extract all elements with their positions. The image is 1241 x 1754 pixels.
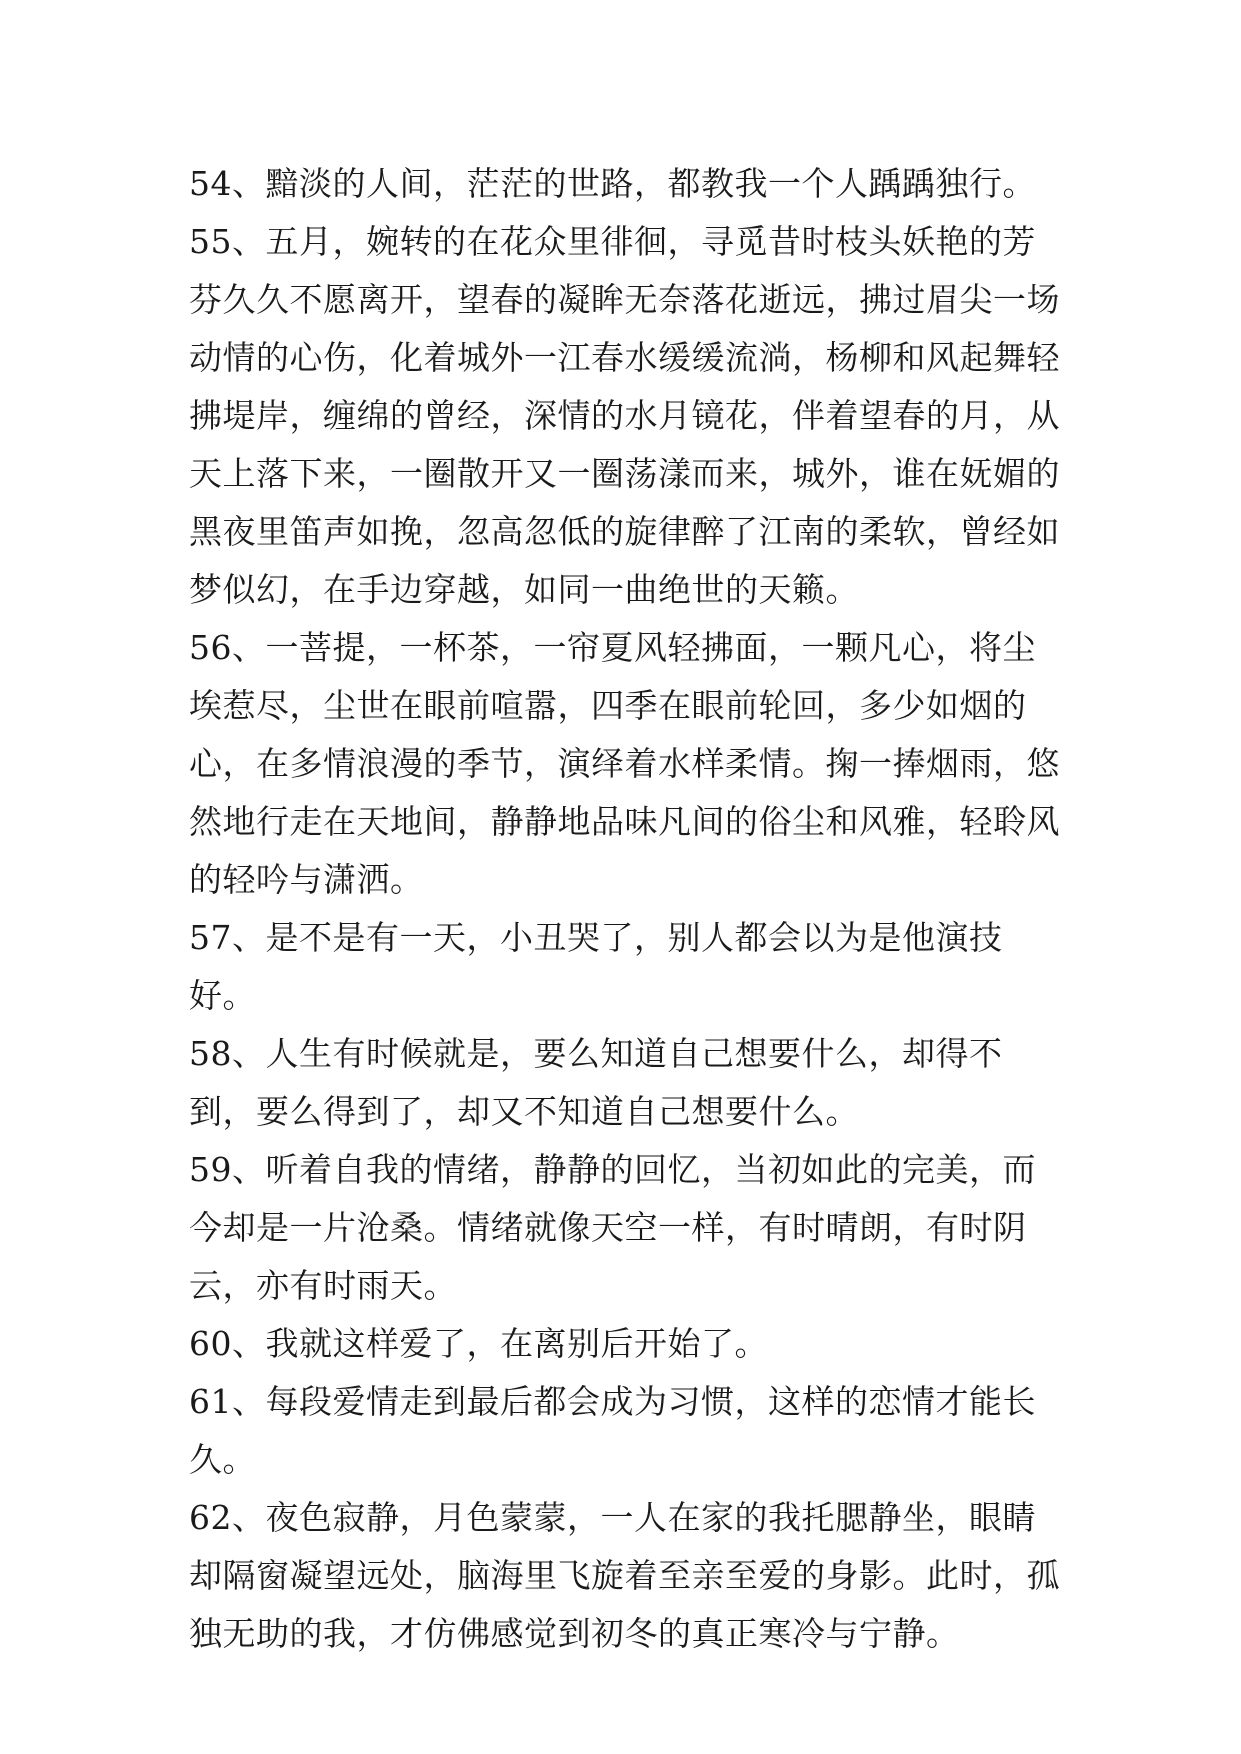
list-item: 55、五月，婉转的在花众里徘徊，寻觅昔时枝头妖艳的芳芬久久不愿离开，望春的凝眸无奈落花逝远，拂过眉尖一场动情的心伤，化着城外一江春水缓缓流淌，杨柳和风起舞轻拂堤岸，缠绵的曾经，深情的水月镜花，伴着望春的月，从天上落下来，一圈散开又一圈荡漾而来，城外，谁在妩媚的黑夜里笛声如挽，忽高忽低的旋律醉了江南的柔软，曾经如梦似幻，在手边穿越，如同一曲绝世的天籁。 [189, 222, 1060, 609]
list-item: 54、黯淡的人间，茫茫的世路，都教我一个人踽踽独行。 [189, 164, 1036, 203]
document-body [189, 155, 1069, 1663]
list-item: 58、人生有时候就是，要么知道自己想要什么，却得不到，要么得到了，却又不知道自己想要什么。 [189, 1034, 1003, 1131]
list-item: 57、是不是有一天，小丑哭了，别人都会以为是他演技好。 [189, 918, 1003, 1015]
list-item: 60、我就这样爱了，在离别后开始了。 [189, 1324, 768, 1363]
list-item: 62、夜色寂静，月色蒙蒙，一人在家的我托腮静坐，眼睛却隔窗凝望远处，脑海里飞旋着至亲至爱的身影。此时，孤独无助的我，才仿佛感觉到初冬的真正寒冷与宁静。 [189, 1498, 1060, 1653]
list-item: 56、一菩提，一杯茶，一帘夏风轻拂面，一颗凡心，将尘埃惹尽，尘世在眼前喧嚣，四季在眼前轮回，多少如烟的心，在多情浪漫的季节，演绎着水样柔情。掬一捧烟雨，悠然地行走在天地间，静静地品味凡间的俗尘和风雅，轻聆风的轻吟与潇洒。 [189, 628, 1060, 899]
list-item: 61、每段爱情走到最后都会成为习惯，这样的恋情才能长久。 [189, 1382, 1036, 1479]
list-item: 59、听着自我的情绪，静静的回忆，当初如此的完美，而今却是一片沧桑。情绪就像天空一样，有时晴朗，有时阴云，亦有时雨天。 [189, 1150, 1036, 1305]
